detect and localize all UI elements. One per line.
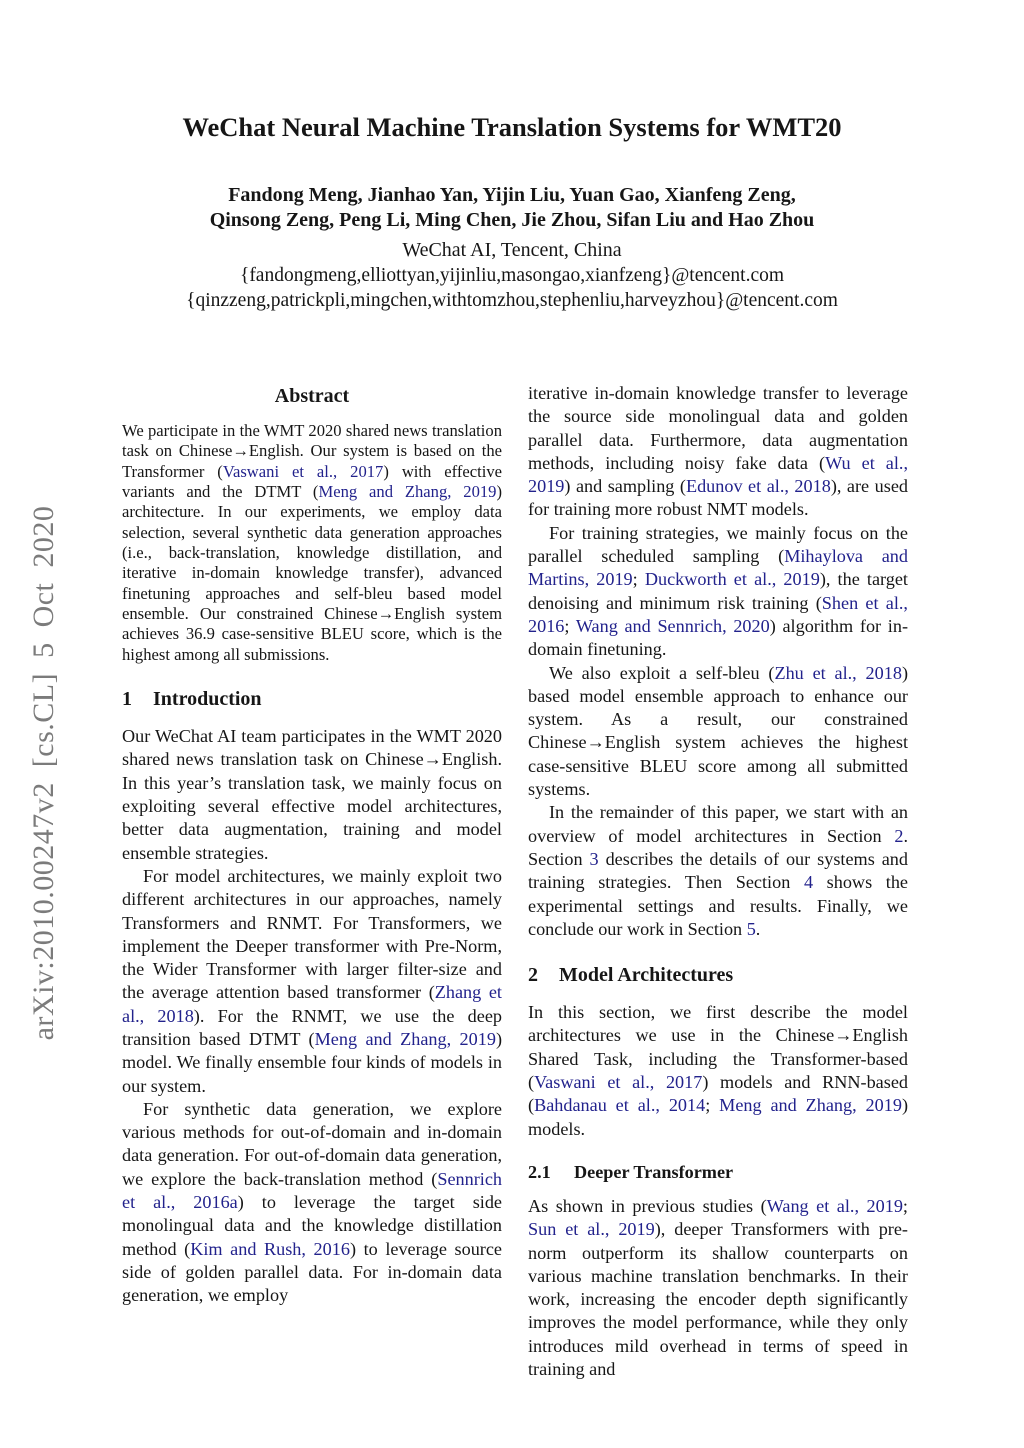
paragraph-text: We also exploit a self-bleu ( <box>549 662 775 683</box>
paragraph-text: ; <box>632 569 645 590</box>
paragraph-text: ) models. <box>528 1095 908 1139</box>
arxiv-watermark: arXiv:2010.00247v2 [cs.CL] 5 Oct 2020 <box>27 505 60 1041</box>
citation-link[interactable]: 2 <box>894 825 904 846</box>
citation-link[interactable]: 4 <box>803 872 814 893</box>
citation-link[interactable]: Wu et al., 2019 <box>528 452 908 497</box>
paragraph-text: ; <box>705 1095 720 1116</box>
authors-line-2: Qinsong Zeng, Peng Li, Ming Chen, Jie Zhou, Sifan Liu and Hao Zhou <box>209 209 815 231</box>
paragraph <box>122 725 502 865</box>
paragraph-text: . <box>755 918 761 939</box>
paragraph-text: For model architectures, we mainly exploit two different architectures in our approaches, namely Transformers and RNMT. For Transformers, we implement the Deeper transformer with Pre-Norm, the Wider Transformer with larger filter-size and the average attention based transformer ( <box>122 865 502 1003</box>
citation-link[interactable]: Vaswani et al., 2017 <box>534 1072 703 1093</box>
paragraph <box>528 662 908 802</box>
section-number: 2.1 <box>528 1161 551 1182</box>
paragraph-text: ), deeper Transformers with pre-norm outperform its shallow counterparts on various machine translation benchmarks. In their work, increasing the encoder depth significantly improves the model performance, while they only introduces mild overhead in terms of speed in training and <box>528 1219 908 1379</box>
citation-link[interactable]: Wang et al., 2019 <box>766 1195 903 1216</box>
citation-link[interactable]: Zhang et al., 2018 <box>122 982 502 1026</box>
citation-link[interactable]: Kim and Rush, 2016 <box>190 1238 350 1259</box>
paragraph-text: ) to leverage the target side monolingual data and the knowledge distillation method ( <box>122 1192 502 1259</box>
paragraph-text: ) and sampling ( <box>564 476 686 497</box>
paragraph-text: For training strategies, we mainly focus on the parallel scheduled sampling ( <box>528 522 908 567</box>
paragraph-text: ) model. We finally ensemble four kinds of models in our system. <box>122 1028 502 1096</box>
citation-link[interactable]: Sennrich et al., 2016a <box>122 1168 502 1213</box>
paragraph <box>528 801 908 941</box>
section-title: Introduction <box>153 688 262 711</box>
paragraph-text: ). For the RNMT, we use the deep transition based DTMT ( <box>122 1005 502 1049</box>
paragraph-text: . Section <box>528 825 908 869</box>
paragraph-text: ; <box>902 1195 908 1216</box>
citation-link[interactable]: Duckworth et al., 2019 <box>644 569 820 590</box>
paragraph-text: ; <box>564 615 576 636</box>
abstract-heading: Abstract <box>274 385 350 407</box>
paragraph-text: ) with effective variants and the DTMT ( <box>122 461 502 502</box>
paragraph-text: ) architecture. In our experiments, we employ data selection, several synthetic data generation approaches (i.e., back-translation, knowledge distillation, and iterative in-domain knowledge transfer), advanced finetuning approaches and self-bleu based model ensemble. Our constrained Chinese→English system achieves 36.9 case-sensitive BLEU score, which is the highest among all submissions. <box>122 482 502 664</box>
paragraph-text: ) models and RNN-based ( <box>528 1072 908 1116</box>
author-list <box>0 183 1024 233</box>
paragraph-text: ), the target denoising and minimum risk training ( <box>528 569 908 613</box>
paragraph-text: ) algorithm for in-domain finetuning. <box>528 615 908 660</box>
paragraph <box>122 865 502 1098</box>
paragraph-text: For synthetic data generation, we explore various methods for out-of-domain and in-domain data generation. For out-of-domain data generation, we explore the back-translation method ( <box>122 1098 502 1189</box>
citation-link[interactable]: Bahdanau et al., 2014 <box>534 1095 706 1116</box>
two-column-body <box>122 382 908 1381</box>
paper-header <box>0 0 1024 313</box>
email-line-2: {qinzzeng,patrickpli,mingchen,withtomzhou,stephenliu,harveyzhou}@tencent.com <box>186 290 838 311</box>
citation-link[interactable]: 5 <box>746 918 756 939</box>
paragraph-text: We participate in the WMT 2020 shared news translation task on Chinese→English. Our system is based on the Transformer ( <box>122 421 502 481</box>
paragraph-text: As shown in previous studies ( <box>528 1195 767 1216</box>
section-number: 2 <box>528 964 538 987</box>
citation-link[interactable]: Shen et al., 2016 <box>528 592 908 636</box>
section-heading <box>122 688 502 711</box>
section-title: Model Architectures <box>559 964 734 987</box>
paragraph-text: ), are used for training more robust NMT models. <box>528 476 908 520</box>
section-heading <box>528 964 908 987</box>
citation-link[interactable]: Edunov et al., 2018 <box>685 476 831 497</box>
paragraph <box>528 1001 908 1141</box>
paragraph-text: shows the experimental settings and results. Finally, we conclude our work in Section <box>528 872 908 939</box>
paper-title: WeChat Neural Machine Translation Systems for WMT20 <box>182 112 842 142</box>
citation-link[interactable]: 3 <box>589 848 599 869</box>
citation-link[interactable]: Sun et al., 2019 <box>528 1219 655 1240</box>
section-number: 1 <box>122 688 132 711</box>
citation-link[interactable]: Vaswani et al., 2017 <box>222 461 384 481</box>
citation-link[interactable]: Meng and Zhang, 2019 <box>318 482 497 502</box>
paragraph-text: describes the details of our systems and training strategies. Then Section <box>528 848 908 893</box>
paragraph <box>528 522 908 662</box>
affiliation: WeChat AI, Tencent, China <box>402 239 622 261</box>
left-column <box>122 382 502 1381</box>
section-title: Deeper Transformer <box>574 1161 734 1182</box>
subsection-heading <box>528 1161 908 1183</box>
citation-link[interactable]: Zhu et al., 2018 <box>774 662 902 683</box>
email-line-1: {fandongmeng,elliottyan,yijinliu,masongao,xianfzeng}@tencent.com <box>239 265 785 286</box>
citation-link[interactable]: Meng and Zhang, 2019 <box>719 1095 902 1116</box>
paragraph <box>122 1098 502 1308</box>
abstract-paragraph <box>122 421 502 665</box>
paragraph <box>528 382 908 522</box>
citation-link[interactable]: Mihaylova and Martins, 2019 <box>528 546 908 590</box>
paragraph-text: Our WeChat AI team participates in the WMT 2020 shared news translation task on Chinese→English. In this year’s translation task, we mainly focus on exploiting several effective model architectures, better data augmentation, training and model ensemble strategies. <box>122 726 502 863</box>
citation-link[interactable]: Wang and Sennrich, 2020 <box>575 615 770 636</box>
authors-line-1: Fandong Meng, Jianhao Yan, Yijin Liu, Yuan Gao, Xianfeng Zeng, <box>228 184 796 206</box>
right-column <box>528 382 908 1381</box>
paragraph <box>528 1195 908 1381</box>
paragraph-text: iterative in-domain knowledge transfer to leverage the source side monolingual data and golden parallel data. Furthermore, data augmentation methods, including noisy fake data ( <box>528 383 908 473</box>
paragraph-text: In this section, we first describe the model architectures we use in the Chinese→English Shared Task, including the Transformer-based ( <box>528 1002 908 1093</box>
paragraph-text: ) based model ensemble approach to enhance our system. As a result, our constrained Chinese→English system achieves the highest case-sensitive BLEU score among all submitted systems. <box>528 662 908 800</box>
paragraph-text: ) to leverage source side of golden parallel data. For in-domain data generation, we employ <box>122 1238 502 1306</box>
paragraph-text: In the remainder of this paper, we start with an overview of model architectures in Section <box>528 802 908 846</box>
citation-link[interactable]: Meng and Zhang, 2019 <box>314 1028 496 1049</box>
